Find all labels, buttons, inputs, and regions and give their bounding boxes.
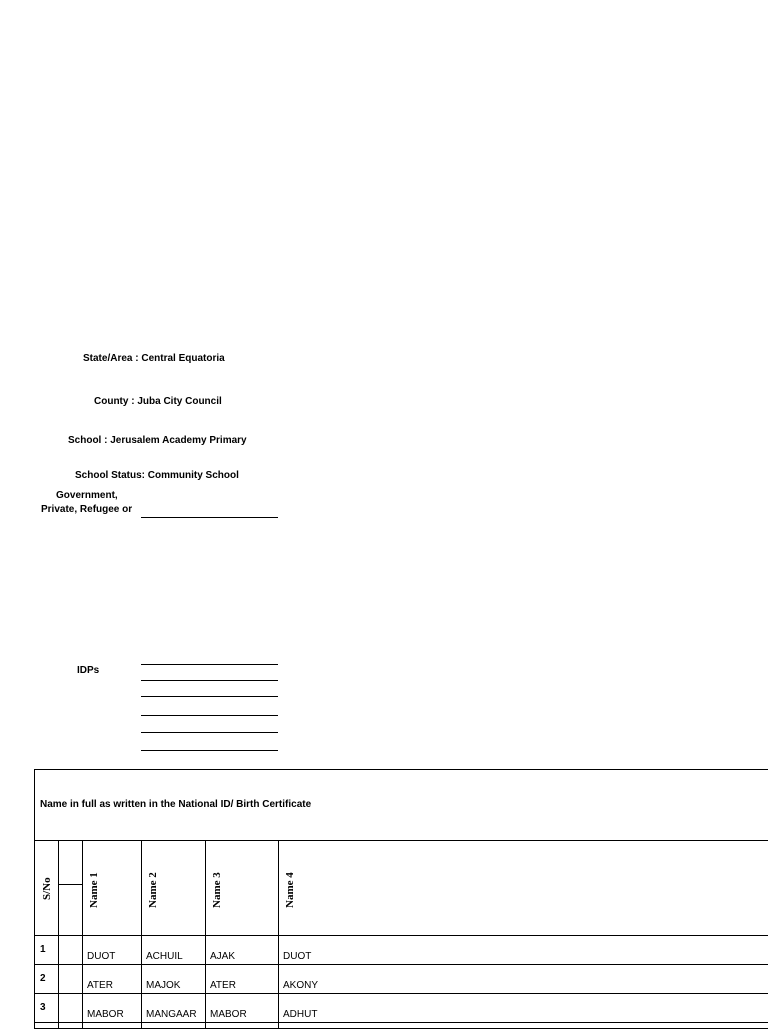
idps-label: IDPs xyxy=(77,665,100,676)
header-sn: S/No xyxy=(41,877,53,900)
idps-blank-line-5 xyxy=(141,732,278,733)
county-label: County : Juba City Council xyxy=(94,396,222,407)
row-2-name2: MAJOK xyxy=(146,980,181,991)
header-name4: Name 4 xyxy=(284,872,296,908)
school-status-label: School Status: Community School xyxy=(75,470,239,481)
idps-blank-line-6 xyxy=(141,750,278,751)
row-3-name2: MANGAAR xyxy=(146,1009,197,1020)
idps-blank-line-3 xyxy=(141,696,278,697)
row-2-name4: AKONY xyxy=(283,980,319,991)
idps-blank-line-2 xyxy=(141,680,278,681)
row-3-name4: ADHUT xyxy=(283,1009,318,1020)
row-rule-3 xyxy=(35,1022,768,1023)
idps-blank-line-4 xyxy=(141,715,278,716)
school-label: School : Jerusalem Academy Primary xyxy=(68,435,247,446)
status-blank-line xyxy=(141,517,278,518)
names-table xyxy=(34,769,768,1029)
header-name2: Name 2 xyxy=(147,872,159,908)
row-3-name1: MABOR xyxy=(87,1009,124,1020)
row-3-sn: 3 xyxy=(40,1002,46,1013)
row-rule-2 xyxy=(35,993,768,994)
col-rule-name2 xyxy=(205,840,206,1028)
row-1-name3: AJAK xyxy=(210,951,236,962)
row-rule-1 xyxy=(35,964,768,965)
header-top-rule xyxy=(35,840,768,841)
idps-blank-line-1 xyxy=(141,664,278,665)
col-rule-name3 xyxy=(278,840,279,1028)
table-caption: Name in full as written in the National ID/ Birth Certificate xyxy=(40,799,312,810)
col-rule-name1 xyxy=(141,840,142,1028)
row-2-name3: ATER xyxy=(210,980,236,991)
sub-col-rule xyxy=(59,884,82,885)
col-rule-blank xyxy=(82,840,83,1028)
row-2-name1: ATER xyxy=(87,980,113,991)
row-1-sn: 1 xyxy=(40,944,46,955)
status-options-line1: Government, xyxy=(56,490,118,501)
row-1-name1: DUOT xyxy=(87,951,116,962)
row-3-name3: MABOR xyxy=(210,1009,247,1020)
header-name1: Name 1 xyxy=(88,872,100,908)
status-options-line2: Private, Refugee or xyxy=(41,504,133,515)
state-area-label: State/Area : Central Equatoria xyxy=(83,353,225,364)
header-bottom-rule xyxy=(35,935,768,936)
row-2-sn: 2 xyxy=(40,973,46,984)
header-name3: Name 3 xyxy=(211,872,223,908)
col-rule-sn xyxy=(58,840,59,1028)
row-1-name4: DUOT xyxy=(283,951,312,962)
row-1-name2: ACHUIL xyxy=(146,951,183,962)
